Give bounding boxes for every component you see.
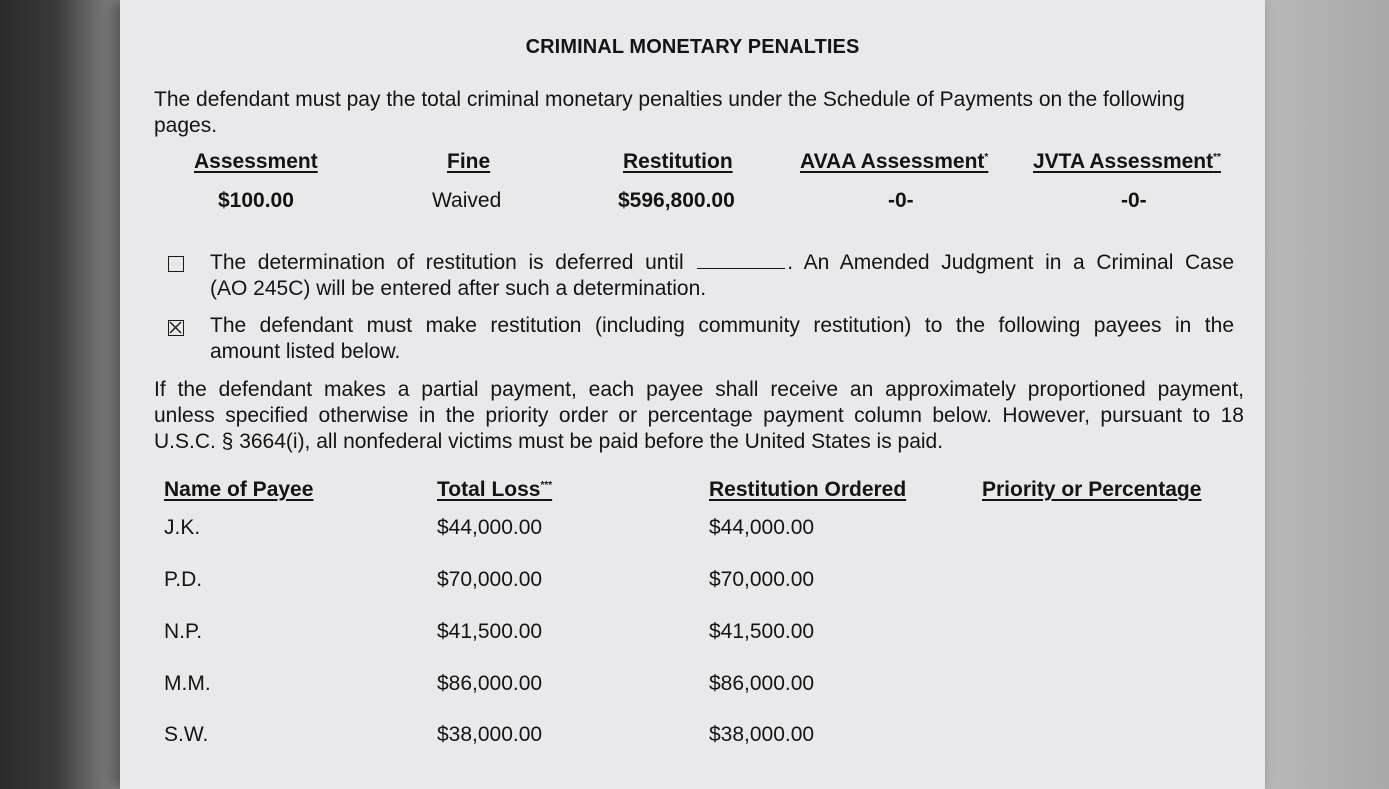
avaa-label: AVAA Assessment bbox=[800, 150, 985, 173]
header-total-loss bbox=[437, 478, 552, 502]
header-assessment: Assessment bbox=[194, 150, 318, 173]
value-restitution: $596,800.00 bbox=[618, 189, 735, 212]
partial-payment-line: If the defendant makes a partial payment, each payee shall receive an approximately proportioned payment, bbox=[154, 378, 1244, 401]
page-title: CRIMINAL MONETARY PENALTIES bbox=[525, 36, 860, 58]
deferred-text-a: The determination of restitution is deferred until bbox=[210, 251, 684, 274]
background-right bbox=[1264, 0, 1389, 789]
value-assessment: $100.00 bbox=[218, 189, 294, 212]
payee-total-loss: $41,500.00 bbox=[437, 620, 543, 643]
payee-total-loss: $38,000.00 bbox=[437, 723, 543, 746]
intro-line: pages. bbox=[154, 114, 218, 137]
deferred-date-blank bbox=[697, 250, 785, 269]
deferred-line bbox=[210, 250, 1234, 276]
intro-paragraph bbox=[154, 87, 1244, 139]
avaa-footnote-mark: * bbox=[984, 152, 989, 163]
deferred-line-2: (AO 245C) will be entered after such a determination. bbox=[210, 277, 707, 300]
header-jvta-assessment bbox=[1033, 150, 1221, 174]
must-make-restitution-text bbox=[210, 313, 1234, 365]
header-restitution: Restitution bbox=[623, 150, 733, 173]
restitution-line-2: amount listed below. bbox=[210, 340, 401, 363]
total-loss-label: Total Loss bbox=[437, 478, 541, 501]
deferred-restitution-text bbox=[210, 250, 1234, 302]
deferred-text-b: . An Amended Judgment in a Criminal Case bbox=[787, 251, 1235, 274]
payee-name: S.W. bbox=[164, 723, 209, 746]
header-fine: Fine bbox=[447, 150, 491, 173]
restitution-line-1: The defendant must make restitution (including community restitution) to the following payees in the bbox=[210, 314, 1234, 337]
deferred-restitution-checkbox[interactable] bbox=[168, 256, 184, 272]
value-jvta-assessment: -0- bbox=[1121, 189, 1147, 212]
payee-name: P.D. bbox=[164, 568, 203, 591]
partial-payment-paragraph bbox=[154, 377, 1244, 455]
document-page bbox=[120, 0, 1265, 789]
intro-line: The defendant must pay the total criminal monetary penalties under the Schedule of Payments on the following bbox=[154, 88, 1185, 111]
payee-restitution-ordered: $41,500.00 bbox=[709, 620, 815, 643]
payee-name: M.M. bbox=[164, 672, 211, 695]
header-priority-or-percentage: Priority or Percentage bbox=[982, 478, 1202, 501]
partial-payment-line: unless specified otherwise in the priority order or percentage payment column below. However, pursuant to 18 bbox=[154, 404, 1244, 427]
total-loss-footnote-mark: *** bbox=[540, 480, 553, 491]
payee-total-loss: $86,000.00 bbox=[437, 672, 543, 695]
value-fine: Waived bbox=[432, 189, 502, 212]
payee-name: N.P. bbox=[164, 620, 203, 643]
header-name-of-payee: Name of Payee bbox=[164, 478, 314, 501]
jvta-footnote-mark: ** bbox=[1213, 152, 1221, 163]
payee-total-loss: $44,000.00 bbox=[437, 516, 543, 539]
header-avaa-assessment bbox=[800, 150, 988, 174]
must-make-restitution-checkbox[interactable] bbox=[168, 320, 184, 336]
partial-payment-line: U.S.C. § 3664(i), all nonfederal victims must be paid before the United States is paid. bbox=[154, 430, 944, 453]
value-avaa-assessment: -0- bbox=[888, 189, 914, 212]
checkbox-x-icon bbox=[169, 321, 182, 334]
payee-restitution-ordered: $38,000.00 bbox=[709, 723, 815, 746]
payee-total-loss: $70,000.00 bbox=[437, 568, 543, 591]
payee-restitution-ordered: $44,000.00 bbox=[709, 516, 815, 539]
header-restitution-ordered: Restitution Ordered bbox=[709, 478, 907, 501]
jvta-label: JVTA Assessment bbox=[1033, 150, 1214, 173]
payee-restitution-ordered: $86,000.00 bbox=[709, 672, 815, 695]
payee-name: J.K. bbox=[164, 516, 201, 539]
payee-restitution-ordered: $70,000.00 bbox=[709, 568, 815, 591]
